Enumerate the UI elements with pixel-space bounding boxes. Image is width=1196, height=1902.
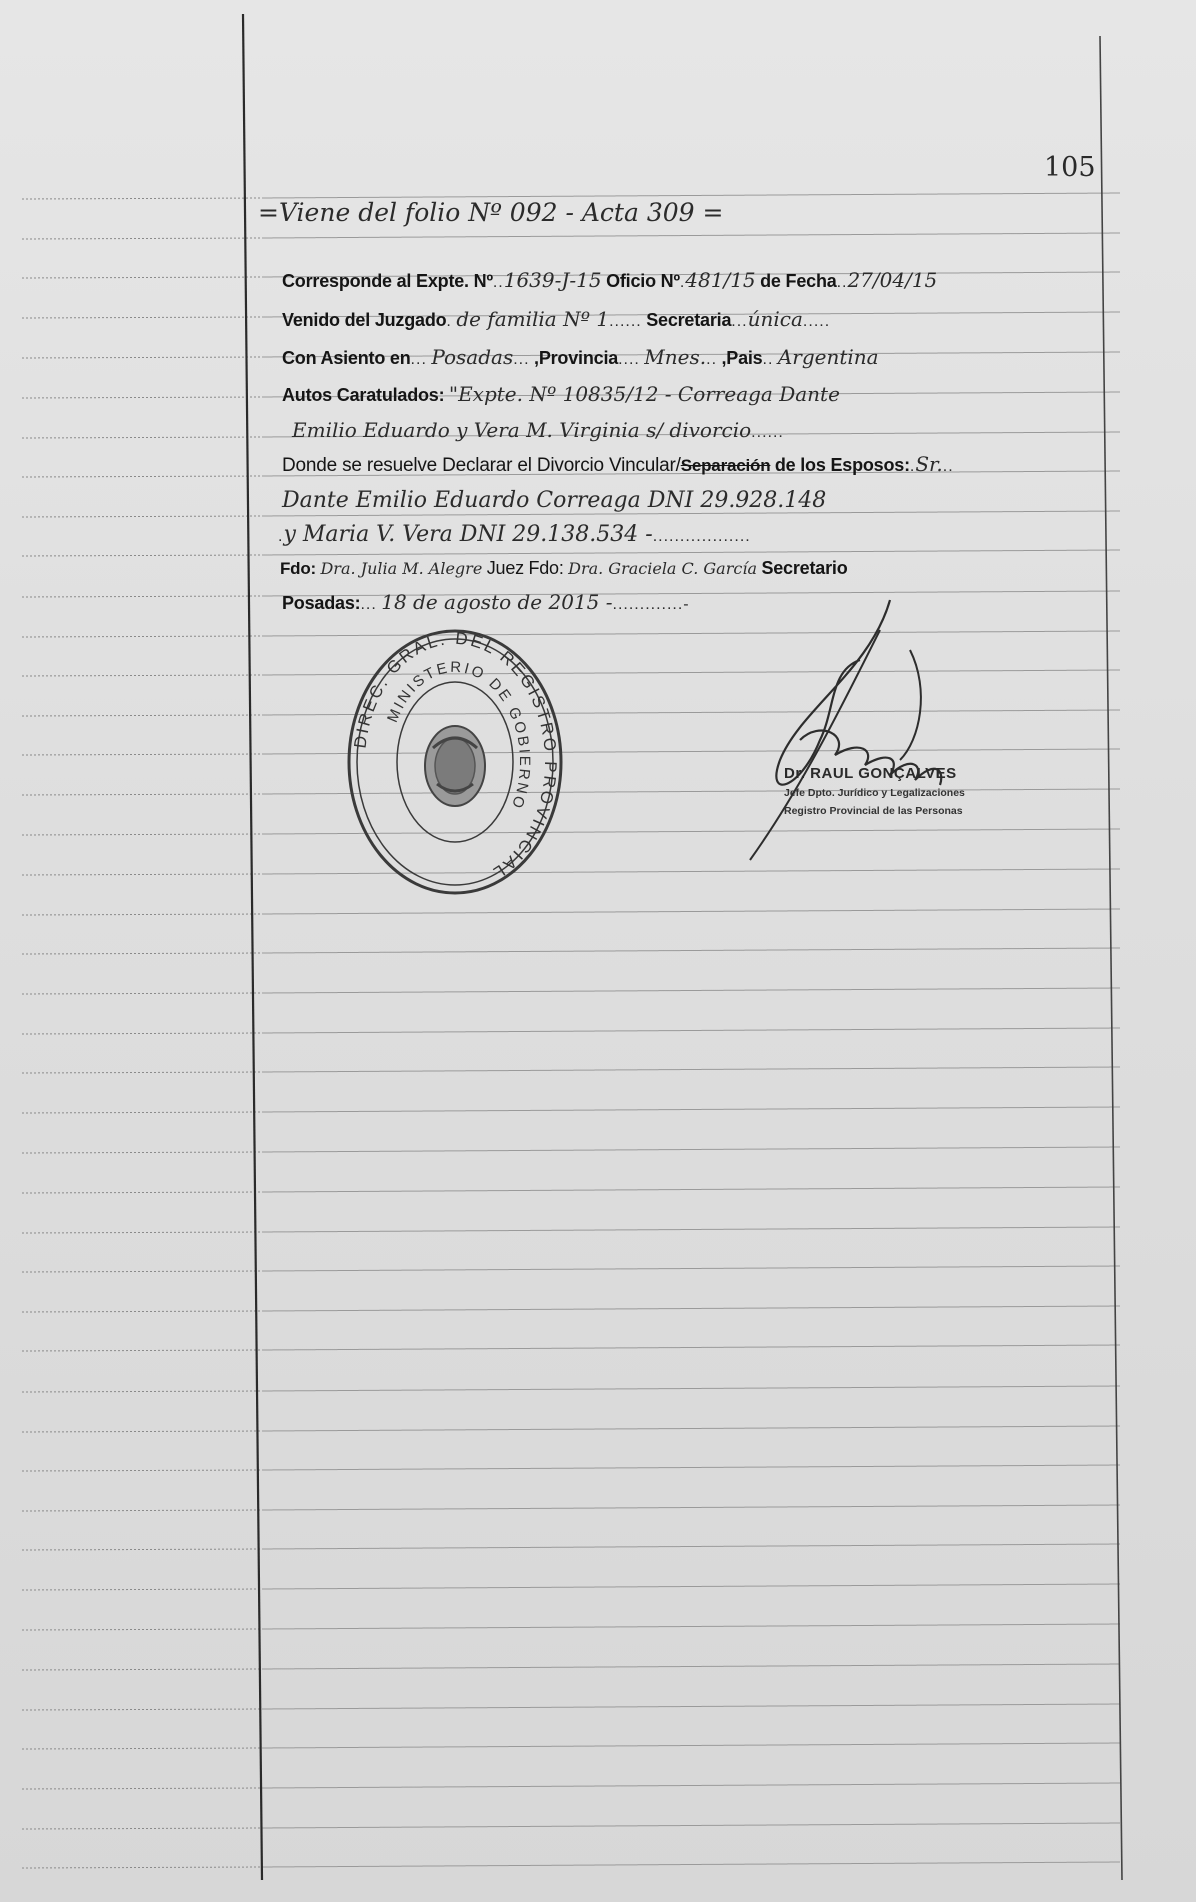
margin-rule-line (22, 1350, 262, 1351)
stamp-outer-text: DIREC. GRAL. DEL REGISTRO PROVINCIAL (350, 628, 561, 884)
margin-rule-line (22, 1192, 262, 1193)
page-rule-line (262, 1028, 1120, 1033)
page-rule-line (262, 1664, 1120, 1669)
margin-rule-line (22, 1311, 262, 1312)
form-line-posadas: Posadas:... 18 de agosto de 2015 -.............- (282, 590, 690, 614)
margin-rule-line (22, 397, 262, 398)
expte-value: 1639-J-15 (503, 268, 602, 292)
page-rule-line (262, 1505, 1120, 1510)
page-rule-line (262, 948, 1120, 953)
page-rule-line (262, 909, 1120, 914)
page-rule-line (262, 1465, 1120, 1470)
signatory-role-2: Registro Provincial de las Personas (784, 805, 963, 817)
stamp-inner-text: MINISTERIO DE GOBIERNO (384, 658, 534, 813)
official-stamp (345, 628, 565, 896)
margin-rule-line (22, 1589, 262, 1590)
page-rule-line (262, 1147, 1120, 1152)
page-rule-line (262, 1544, 1120, 1549)
page-rule-line (262, 1067, 1120, 1072)
esposo-2: y Maria V. Vera DNI 29.138.534 - (283, 522, 653, 547)
margin-rule-line (22, 1112, 262, 1113)
form-line-firmas (280, 558, 848, 579)
form-line-autos (282, 382, 840, 406)
margin-rule-line (22, 1748, 262, 1749)
pais-label: ,Pais (721, 348, 763, 368)
form-line-esposo-1 (282, 488, 826, 513)
signatory-role-1: Jefe Dpto. Jurídico y Legalizaciones (784, 787, 965, 799)
fecha-value: 27/04/15 (847, 268, 938, 292)
header-note: =Viene del folio Nº 092 - Acta 309 = (258, 198, 724, 227)
form-line-donde: Donde se resuelve Declarar el Divorcio Vincular/Separación de los Esposos:.Sr... (282, 452, 954, 476)
asiento-value: Posadas (431, 345, 514, 369)
margin-rule-line (22, 1709, 262, 1710)
page-rule-line (262, 1743, 1120, 1748)
margin-rule-line (22, 1867, 262, 1868)
coat-of-arms-icon (425, 726, 485, 806)
margin-rule-line (22, 555, 262, 556)
page-rule-line (262, 988, 1120, 993)
margin-rule-line (22, 1391, 262, 1392)
margin-rule-line (22, 794, 262, 795)
margin-rule-line (22, 437, 262, 438)
juzgado-value: de familia Nº 1 (456, 307, 610, 331)
margin-rule-line (22, 675, 262, 676)
esposos-value: Sr. (915, 452, 943, 476)
oficio-label: Oficio Nº (606, 271, 680, 291)
signatory-block (784, 765, 965, 818)
margin-rule-line (22, 1629, 262, 1630)
separacion-struck: Separación (680, 456, 771, 475)
posadas-date: 18 de agosto de 2015 - (381, 590, 613, 614)
margin-rule-line (22, 317, 262, 318)
provincia-label: ,Provincia (534, 348, 619, 368)
page-rule-line (262, 1107, 1120, 1112)
page-rule-line (262, 1624, 1120, 1629)
asiento-label: Con Asiento en (282, 348, 411, 368)
margin-rule-line (22, 1788, 262, 1789)
autos-value-2: Emilio Eduardo y Vera M. Virginia s/ divorcio (292, 418, 752, 442)
form-line-expte: Corresponde al Expte. Nº..1639-J-15 Oficio Nº.481/15 de Fecha..27/04/15 (282, 268, 938, 292)
margin-rule-line (22, 715, 262, 716)
margin-rule-line (22, 1470, 262, 1471)
page-rule-line (262, 1266, 1120, 1271)
margin-rule-line (22, 874, 262, 875)
donde-label: Donde se resuelve Declarar el Divorcio Vincular/ (282, 455, 681, 476)
right-margin-line (1100, 36, 1122, 1880)
margin-rule-line (22, 1033, 262, 1034)
pais-value: Argentina (777, 345, 879, 369)
page-rule-line (262, 550, 1120, 555)
page-rule-line (262, 1783, 1120, 1788)
page-rule-line (262, 1704, 1120, 1709)
juez-value: Dra. Julia M. Alegre (320, 559, 483, 578)
venido-label: Venido del Juzgado (282, 310, 447, 330)
margin-rule-line (22, 1232, 262, 1233)
margin-rule-line (22, 596, 262, 597)
autos-label: Autos Caratulados: (282, 385, 445, 405)
fecha-label: de Fecha (760, 271, 837, 291)
margin-rule-line (22, 1152, 262, 1153)
provincia-value: Mnes. (644, 345, 707, 369)
margin-rule-line (22, 1271, 262, 1272)
page-rule-line (262, 1386, 1120, 1391)
margin-rule-line (22, 1510, 262, 1511)
posadas-label: Posadas: (282, 593, 361, 613)
margin-rule-line (22, 636, 262, 637)
margin-rule-line (22, 834, 262, 835)
margin-rule-line (22, 754, 262, 755)
folio-number: 105 (1044, 152, 1096, 183)
left-margin-line (243, 14, 262, 1880)
page-rule-line (262, 1187, 1120, 1192)
page-rule-line (262, 1306, 1120, 1311)
margin-rule-line (22, 1072, 262, 1073)
margin-rule-line (22, 277, 262, 278)
margin-rule-line (22, 198, 262, 199)
page-rule-line (262, 1345, 1120, 1350)
page-rule-line (262, 1584, 1120, 1589)
signatory-name: Dr. RAUL GONÇALVES (784, 765, 957, 782)
page-rule-line (262, 1862, 1120, 1867)
margin-rule-line (22, 1828, 262, 1829)
page-rule-line (262, 1227, 1120, 1232)
secretario-label: Secretario (761, 558, 848, 578)
margin-rule-line (22, 238, 262, 239)
margin-rule-line (22, 476, 262, 477)
form-line-asiento: Con Asiento en... Posadas... ,Provincia.... Mnes... ,Pais.. Argentina (282, 345, 879, 369)
page-rule-line (262, 1823, 1120, 1828)
margin-rule-line (22, 914, 262, 915)
esposo-1: Dante Emilio Eduardo Correaga DNI 29.928.148 (282, 488, 827, 513)
handwritten-signature (740, 590, 980, 870)
margin-rule-line (22, 953, 262, 954)
margin-rule-line (22, 516, 262, 517)
juez-label: Juez (486, 558, 524, 578)
autos-value-1: "Expte. Nº 10835/12 - Correaga Dante (448, 382, 840, 406)
fdo-label: Fdo: (280, 559, 317, 578)
fdo2-label: Fdo: (528, 558, 564, 578)
esposos-label: de los Esposos: (774, 455, 910, 475)
secretaria-value: única (747, 307, 803, 331)
form-line-autos-2: Emilio Eduardo y Vera M. Virginia s/ divorcio...... (292, 418, 784, 442)
secretaria-label: Secretaria (646, 310, 732, 330)
form-line-juzgado: Venido del Juzgado. de familia Nº 1...... Secretaria...única..... (282, 307, 831, 331)
margin-rule-line (22, 993, 262, 994)
page-rule-line (262, 1426, 1120, 1431)
oficio-value: 481/15 (685, 268, 756, 292)
margin-rule-line (22, 1669, 262, 1670)
margin-rule-line (22, 1549, 262, 1550)
expte-label: Corresponde al Expte. Nº (282, 271, 493, 291)
page-rule-line (262, 233, 1120, 238)
form-line-esposo-2: .y Maria V. Vera DNI 29.138.534 -.................. (278, 522, 751, 547)
secretario-value: Dra. Graciela C. García (568, 559, 757, 578)
margin-rule-line (22, 357, 262, 358)
margin-rule-line (22, 1431, 262, 1432)
